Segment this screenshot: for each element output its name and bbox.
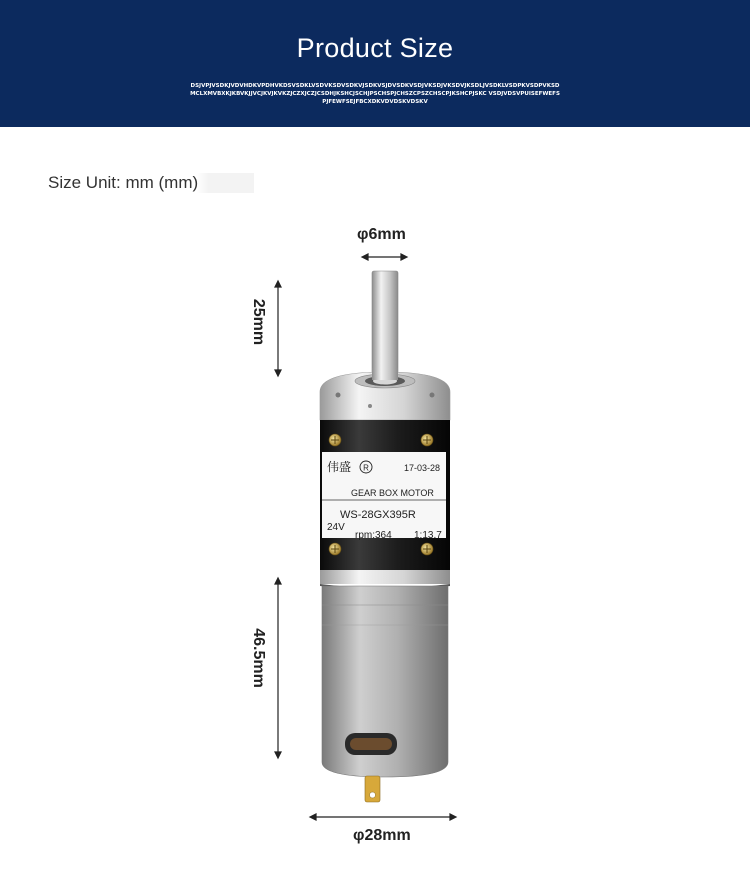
label-date: 17-03-28 bbox=[404, 463, 441, 473]
label-type: GEAR BOX MOTOR bbox=[351, 488, 434, 498]
label-ratio: 1:13.7 bbox=[414, 530, 442, 541]
shaft-diameter-label: φ6mm bbox=[357, 226, 406, 243]
size-unit-label: Size Unit: mm (mm) bbox=[48, 173, 254, 193]
label-brand: 伟盛 bbox=[327, 460, 352, 474]
body-diameter-label: φ28mm bbox=[353, 827, 411, 844]
banner-title: Product Size bbox=[296, 33, 454, 63]
banner-subtitle: DSJVPJVSDKJVDVHDKVPDHVKDSVSDKLVSDVKSDVSDKVJSDKVSJDVSDKVSDJVKSDJVKSDVJKSDLJVSDKLVSDPKVSDPVKSD MCLXMVBXKJKBVKJJVCJKVJKVKZJCZXJCZJCSDHJKSHCJSCHJPSCHSPJCHSZCPSZCHSCPJKSHCPJSKC VSDJVDSVPUISEFWEFSPJFEWFSEJFBCXDKVDVDSKVDSKV bbox=[190, 83, 560, 105]
label-voltage: 24V bbox=[327, 522, 345, 533]
label-rpm: rpm:364 bbox=[355, 530, 392, 541]
label-registered: R bbox=[363, 463, 369, 473]
body-diameter-arrow bbox=[310, 814, 456, 820]
label-model: WS-28GX395R bbox=[340, 509, 416, 521]
shaft-length-label: 25mm bbox=[250, 298, 267, 346]
output-shaft bbox=[372, 271, 398, 375]
body-length-arrow bbox=[275, 578, 281, 758]
collar bbox=[320, 570, 450, 584]
body-length-label: 46.5mm bbox=[250, 628, 267, 688]
shaft-diameter-arrow bbox=[362, 254, 407, 260]
shaft-length-arrow bbox=[275, 281, 281, 376]
